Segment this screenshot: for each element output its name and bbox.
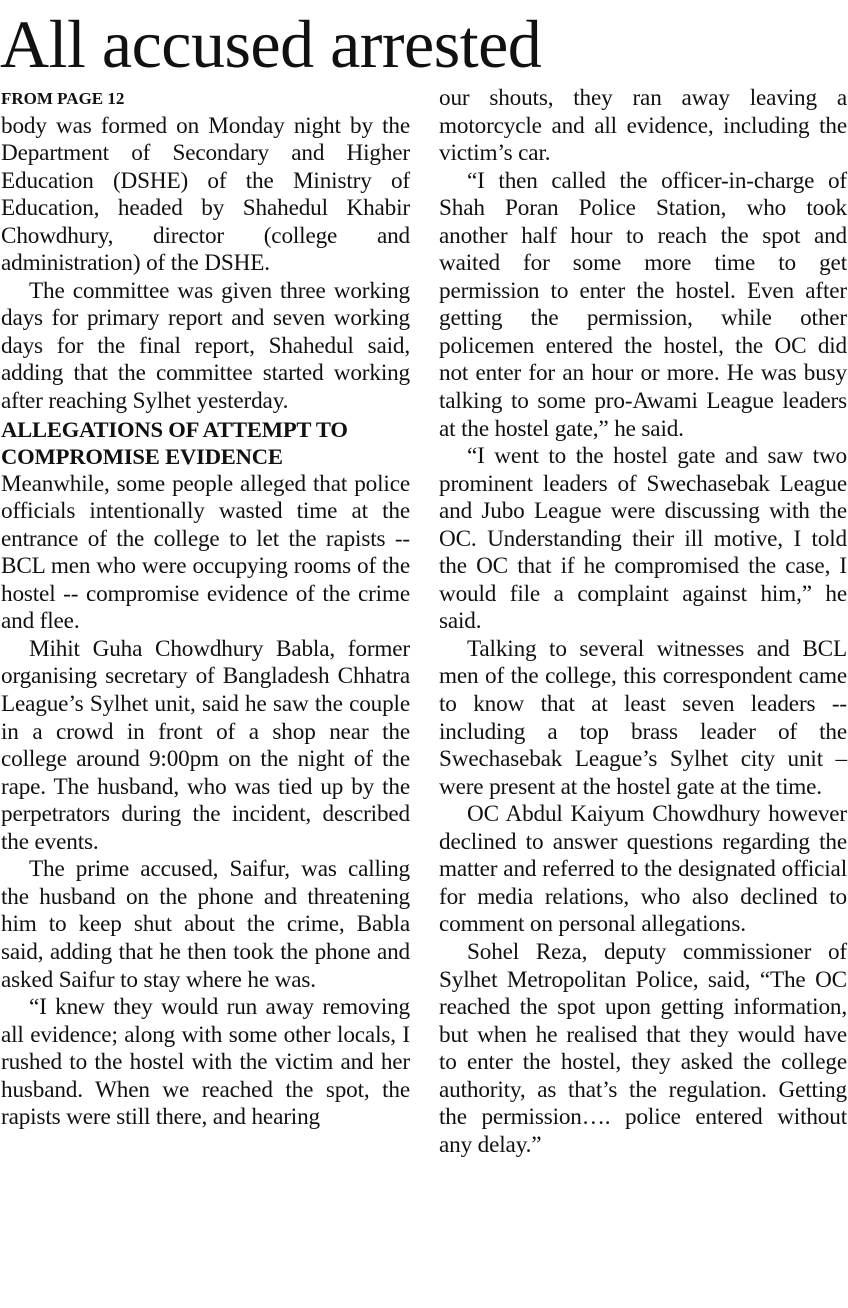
paragraph: “I then called the officer-in-charge of Shah Poran Police Station, who took another half hour to reach the spot and waited for some more time to get permission to enter the hostel. Even after getting the permission, while other policemen entered the hostel, the OC did not enter for an hour or more. He was busy talking to some pro-Awami League leaders at the hostel gate,” he said. <box>439 167 847 442</box>
paragraph: The committee was given three working days for primary report and seven working days for the final report, Shahedul said, adding that the committee started working after reaching Sylhet yesterday. <box>1 277 410 415</box>
paragraph: OC Abdul Kaiyum Chowdhury however declined to answer questions regarding the matter and referred to the designated official for media relations, who also declined to comment on personal allegations. <box>439 801 847 938</box>
paragraph: Meanwhile, some people alleged that police officials intentionally wasted time at the entrance of the college to let the rapists -- BCL men who were occupying rooms of the hostel -- compromise evidence of the crime and flee. <box>1 470 410 635</box>
paragraph: Talking to several witnesses and BCL men of the college, this correspondent came to know that at least seven leaders -- including a top brass leader of the Swechasebak League’s Sylhet city unit – were present at the hostel gate at the time. <box>439 635 847 800</box>
left-column <box>1 85 410 1132</box>
subheading: ALLEGATIONS OF ATTEMPT TO COMPROMISE EVIDENCE <box>1 416 348 470</box>
continued-from-label: FROM PAGE 12 <box>1 89 125 108</box>
paragraph: body was formed on Monday night by the Department of Secondary and Higher Education (DSHE) of the Ministry of Education, headed by Shahedul Khabir Chowdhury, director (college and administration) of the DSHE. <box>1 112 410 277</box>
headline: All accused arrested <box>0 6 542 82</box>
paragraph: Mihit Guha Chowdhury Babla, former organising secretary of Bangladesh Chhatra League’s Sylhet unit, said he saw the couple in a crowd in front of a shop near the college around 9:00pm on the night of the rape. The husband, who was tied up by the perpetrators during the incident, described the events. <box>1 635 410 855</box>
paragraph: “I went to the hostel gate and saw two prominent leaders of Swechasebak League and Jubo League were discussing with the OC. Understanding their ill motive, I told the OC that if he compromised the case, I would file a complaint against him,” he said. <box>439 443 847 635</box>
right-column <box>439 85 847 1159</box>
paragraph: The prime accused, Saifur, was calling the husband on the phone and threatening him to keep shut about the crime, Babla said, adding that he then took the phone and asked Saifur to stay where he was. <box>1 856 410 993</box>
paragraph: our shouts, they ran away leaving a motorcycle and all evidence, including the victim’s car. <box>439 85 847 167</box>
paragraph: Sohel Reza, deputy commissioner of Sylhet Metropolitan Police, said, “The OC reached the spot upon getting information, but when he realised that they would have to enter the hostel, they asked the college authority, as that’s the regulation. Getting the permission…. police entered without any delay.” <box>439 938 847 1158</box>
paragraph: “I knew they would run away removing all evidence; along with some other locals, I rushed to the hostel with the victim and her husband. When we reached the spot, the rapists were still there, and hearing <box>1 994 410 1131</box>
